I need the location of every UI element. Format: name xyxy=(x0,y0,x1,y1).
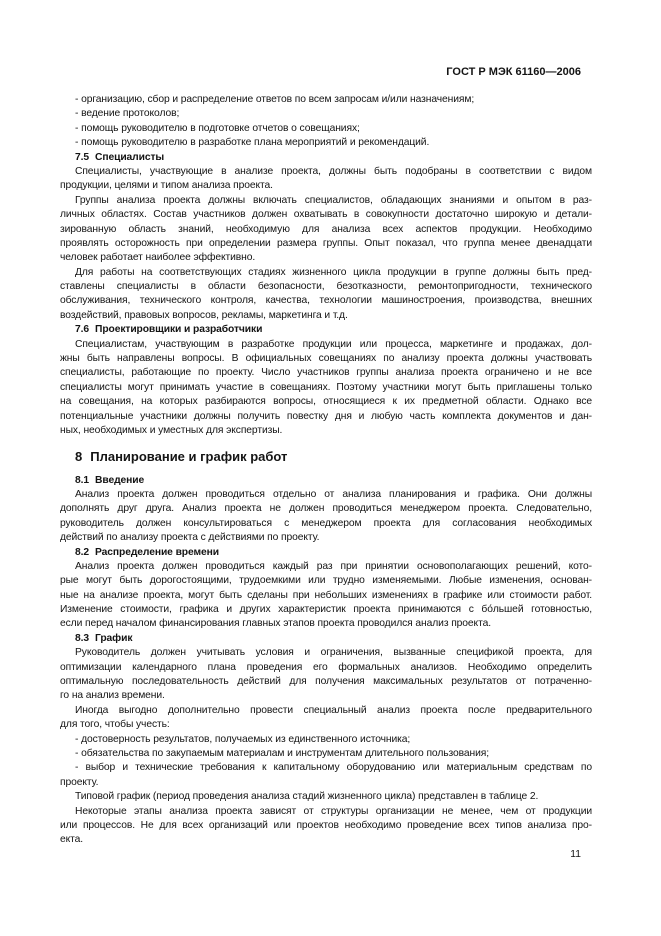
paragraph-line: Для работы на соответствующих стадиях жизненного цикла продукции в группе должны быть пред- xyxy=(75,266,592,278)
section-title: Планирование и график работ xyxy=(90,449,288,465)
paragraph-line: личных областях. Состав участников должен охватывать в совокупности достаточно широкую и детали- xyxy=(60,209,592,221)
paragraph-line: Иногда выгодно дополнительно провести специальный анализ проекта после предварительного xyxy=(75,704,592,716)
subsection-number: 7.6 xyxy=(75,324,90,336)
subsection-number: 7.5 xyxy=(75,151,90,163)
paragraph-line: воздействий, правовых вопросов, рекламы, маркетинга и т.д. xyxy=(60,309,348,321)
list-item xyxy=(60,136,592,150)
paragraph-line: для того, чтобы учесть: xyxy=(60,719,170,731)
list-item-line: - достоверность результатов, получаемых из единственного источника; xyxy=(75,733,411,745)
list-item xyxy=(60,107,592,121)
paragraph xyxy=(60,560,592,632)
subsection-heading xyxy=(60,546,592,560)
subsection-number: 8.3 xyxy=(75,632,90,644)
list-item-line: - помощь руководителю в подготовке отчетов о совещаниях; xyxy=(75,122,360,134)
section-number: 8 xyxy=(75,449,83,465)
paragraph-line: Типовой график (период проведения анализа стадий жизненного цикла) представлен в таблице 2. xyxy=(75,791,539,803)
paragraph xyxy=(60,194,592,266)
paragraph-line: зированную область знаний, необходимую для анализа всех аспектов продукции. Необходимо xyxy=(60,223,592,235)
paragraph xyxy=(60,165,592,194)
paragraph xyxy=(60,704,592,733)
paragraph-line: руководитель должен консультироваться с менеджером проекта для согласования необходимых xyxy=(60,517,592,529)
subsection-title: Введение xyxy=(95,474,145,486)
paragraph-line: Анализ проекта должен проводиться отдельно от анализа планирования и графика. Они должны xyxy=(75,488,592,500)
paragraph-line: жны быть направлены вопросы. В официальных совещаниях по анализу проекта должны участвовать xyxy=(60,353,592,365)
document-body xyxy=(60,93,592,848)
subsection-title: Проектировщики и разработчики xyxy=(95,324,263,336)
list-item-line: - выбор и технические требования к капитальному оборудованию или материальным средствам по xyxy=(75,762,592,774)
paragraph-line: Изменение стоимости, графика и других характеристик проекта принимаются с бо́льшей готовностью, xyxy=(60,604,592,616)
subsection-heading xyxy=(60,323,592,337)
list-item xyxy=(60,93,592,107)
paragraph-line: если перед началом финансирования главных этапов проекта проводился анализ проекта. xyxy=(60,618,491,630)
page-number: 11 xyxy=(570,849,581,860)
paragraph-line: оптимизации календарного плана проведения его формальных анализов. Необходимо определить xyxy=(60,661,592,673)
list-item-line: проекту. xyxy=(60,776,99,788)
paragraph-line: проявлять осторожность при определении размера группы. Опыт показал, что группа менее двенадцати xyxy=(60,237,592,249)
subsection-heading xyxy=(60,151,592,165)
paragraph-line: специалисты, работающие по проекту. Число участников группы анализа проекта ограничено и не все xyxy=(60,367,592,379)
paragraph-line: обслуживания, технического контроля, качества, технологии машиностроения, производства, внешних xyxy=(60,295,592,307)
paragraph-line: ставлены специалисты в области безопасности, безотказности, ремонтопригодности, технического xyxy=(60,281,592,293)
subsection-title: Распределение времени xyxy=(95,546,219,558)
paragraph-line: екта. xyxy=(60,834,84,846)
subsection-number: 8.1 xyxy=(75,474,90,486)
paragraph xyxy=(60,266,592,324)
paragraph-line: Специалисты, участвующие в анализе проекта, должны быть подобраны в соответствии с видом xyxy=(75,165,592,177)
paragraph-line: оптимальную последовательность действий для получения максимальных результатов от потраченно- xyxy=(60,676,592,688)
paragraph-line: Группы анализа проекта должны включать специалистов, обладающих знаниями и опытом в раз- xyxy=(75,194,592,206)
subsection-title: График xyxy=(95,632,133,644)
list-item-line: - обязательства по закупаемым материалам и инструментам длительного пользования; xyxy=(75,747,489,759)
subsection-number: 8.2 xyxy=(75,546,90,558)
paragraph-line: специалисты могут принимать участие в совещаниях. Поэтому участники могут быть приглашены только xyxy=(60,381,592,393)
paragraph-line: дополнять друг друга. Анализ проекта не должен проводиться менеджером проекта. Следовательно, xyxy=(60,503,592,515)
list-item-line: - помощь руководителю в разработке плана мероприятий и рекомендаций. xyxy=(75,137,430,149)
list-item-line: - организацию, сбор и распределение ответов по всем запросам и/или назначениям; xyxy=(75,94,475,105)
list-item-line: - ведение протоколов; xyxy=(75,108,180,120)
paragraph-line: го на анализ времени. xyxy=(60,690,165,702)
paragraph-line: ных, необходимых и уместных для экспертизы. xyxy=(60,424,283,436)
subsection-heading xyxy=(60,474,592,488)
paragraph xyxy=(60,805,592,848)
paragraph-line: Анализ проекта должен проводиться каждый раз при принятии основополагающих решений, кото- xyxy=(75,560,592,572)
bulleted-list xyxy=(60,733,592,791)
paragraph-line: Руководитель должен учитывать условия и ограничения, вызванные спецификой проекта, для xyxy=(75,647,592,659)
subsection-heading xyxy=(60,632,592,646)
paragraph xyxy=(60,646,592,704)
list-item xyxy=(60,761,592,790)
list-item xyxy=(60,747,592,761)
paragraph-line: рые могут быть дорогостоящими, трудоемкими или трудно изменяемыми. Любые изменения, основан- xyxy=(60,575,592,587)
paragraph-line: действий по анализу проекта с действиями по проекту. xyxy=(60,532,320,544)
paragraph-line: продукции, целями и типом анализа проекта. xyxy=(60,180,273,192)
paragraph-line: потенциальные участники должны получить повестку дня и любую часть комплекта документов и дан- xyxy=(60,410,592,422)
paragraph-line: Специалистам, участвующим в разработке продукции или процесса, маркетинге и продажах, дол- xyxy=(75,338,592,350)
paragraph xyxy=(60,338,592,439)
paragraph-line: или процессов. Не для всех организаций или проектов необходимо проведение всех типов анализа про- xyxy=(60,819,592,831)
subsection-title: Специалисты xyxy=(95,151,165,163)
paragraph-line: человек работает наиболее эффективно. xyxy=(60,252,256,264)
list-item xyxy=(60,733,592,747)
paragraph-line: ные на анализе проекта, могут быть сделаны при небольших изменениях в графике или стоимости работ. xyxy=(60,589,592,601)
standard-id-header: ГОСТ Р МЭК 61160—2006 xyxy=(446,66,581,78)
section-heading xyxy=(60,450,592,464)
list-item xyxy=(60,122,592,136)
paragraph xyxy=(60,790,592,804)
paragraph-line: на совещания, на которых разбираются вопросы, относящиеся к их предметной области. Однако все xyxy=(60,396,592,408)
paragraph-line: Некоторые этапы анализа проекта зависят от структуры организации не менее, чем от продукции xyxy=(75,805,592,817)
bulleted-list xyxy=(60,93,592,151)
paragraph xyxy=(60,488,592,546)
